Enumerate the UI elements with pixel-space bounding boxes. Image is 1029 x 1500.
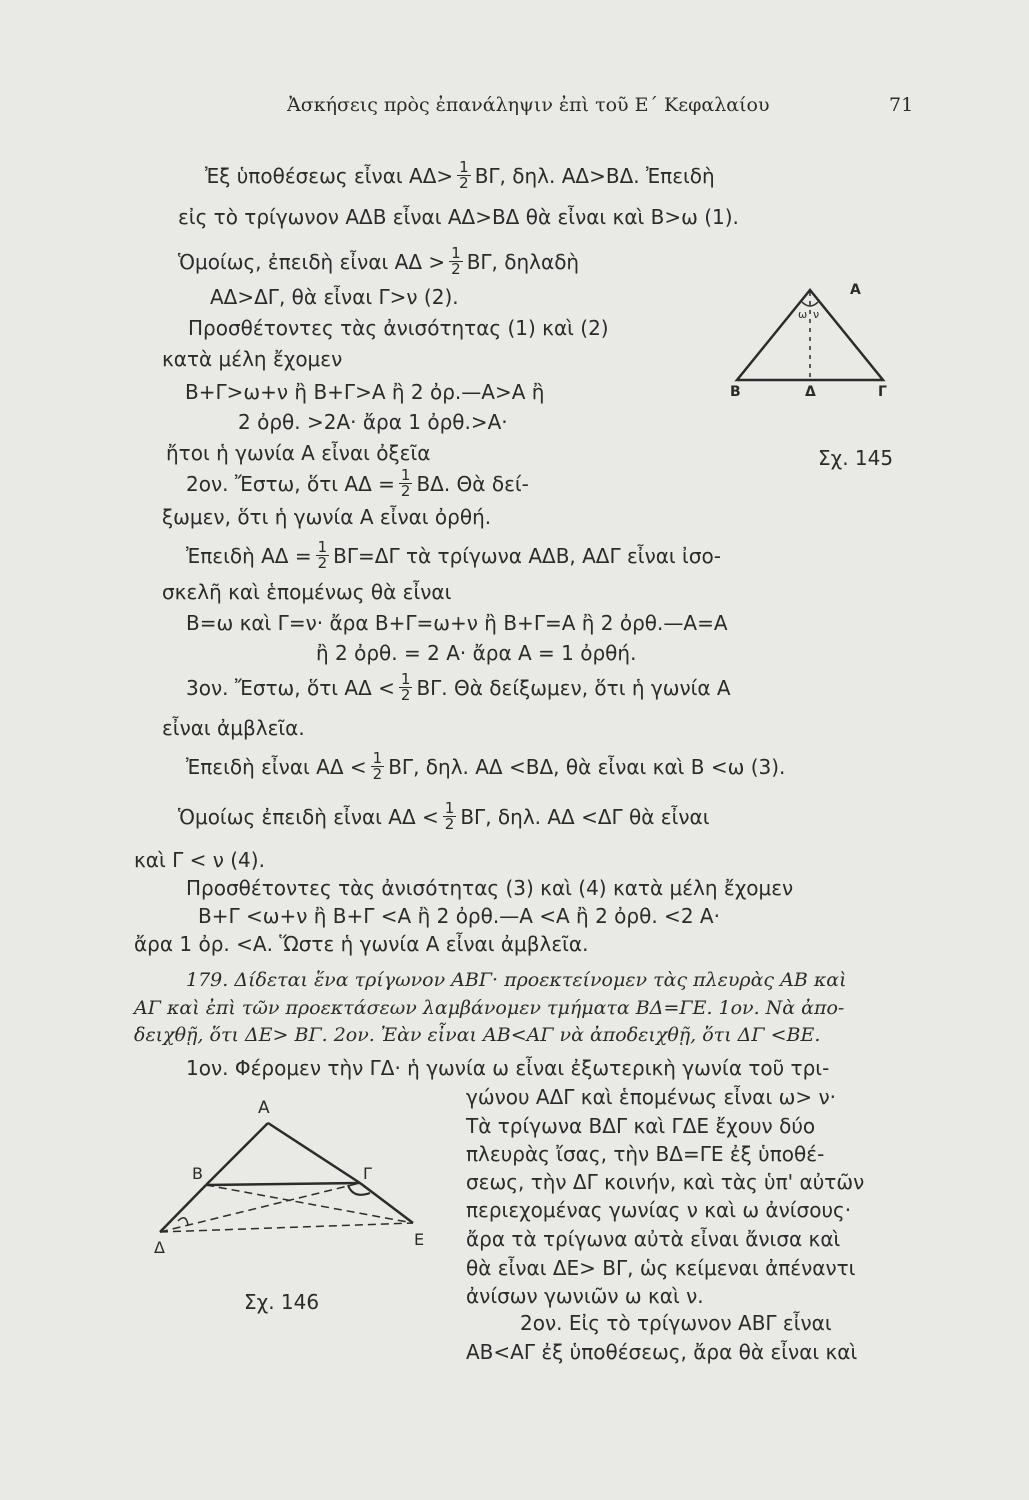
text-line: ἄρα τὰ τρίγωνα αὐτὰ εἶναι ἄνισα καὶ bbox=[466, 1227, 841, 1251]
running-header: Ἀσκήσεις πρὸς ἐπανάληψιν ἐπὶ τοῦ Ε΄ Κεφαλαίου bbox=[287, 94, 770, 116]
label-g: Γ bbox=[878, 384, 887, 400]
extension-bd bbox=[160, 1185, 206, 1232]
text-line: ἄρα 1 ὀρ. <Α. Ὥστε ἡ γωνία Α εἶναι ἀμβλεῖα. bbox=[134, 932, 589, 956]
text-line: ΑΔ>ΔΓ, θὰ εἶναι Γ>ν (2). bbox=[210, 285, 459, 309]
exercise-statement: ΑΓ καὶ ἐπὶ τῶν προεκτάσεων λαμβάνομεν τμήματα ΒΔ=ΓΕ. 1ον. Νὰ ἀπο- bbox=[134, 997, 845, 1019]
side-ag bbox=[268, 1123, 360, 1183]
fraction-half: $\frac{1}{2}$ bbox=[400, 466, 411, 500]
text-line: Ὁμοίως ἐπειδὴ εἶναι ΑΔ < $\frac{1}{2}$ ΒΓ, δηλ. ΑΔ <ΔΓ θὰ εἶναι bbox=[178, 799, 710, 833]
text-line: Β+Γ>ω+ν ἢ Β+Γ>Α ἢ 2 ὀρ.—Α>Α ἢ bbox=[185, 380, 545, 404]
text-line: ἢ 2 ὀρθ. = 2 Α· ἄρα Α = 1 ὀρθή. bbox=[316, 641, 637, 665]
text-line: 2ον. Εἰς τὸ τρίγωνον ΑΒΓ εἶναι bbox=[520, 1311, 832, 1335]
label-a: Α bbox=[850, 282, 861, 298]
side-bg bbox=[206, 1183, 360, 1185]
text-line: Ἐπειδὴ εἶναι ΑΔ < $\frac{1}{2}$ ΒΓ, δηλ. ΑΔ <ΒΔ, θὰ εἶναι καὶ Β <ω (3). bbox=[186, 749, 786, 783]
text-line: θὰ εἶναι ΔΕ> ΒΓ, ὡς κείμεναι ἀπέναντι bbox=[466, 1256, 856, 1280]
page-number: 71 bbox=[889, 94, 914, 116]
text-line: Ἐξ ὑποθέσεως εἶναι ΑΔ> $\frac{1}{2}$ ΒΓ, δηλ. ΑΔ>ΒΔ. Ἐπειδὴ bbox=[205, 158, 715, 192]
text-line: πλευρὰς ἴσας, τὴν ΒΔ=ΓΕ ἐξ ὑποθέ- bbox=[466, 1142, 825, 1166]
segment-de bbox=[160, 1223, 413, 1232]
text-line: 2ον. Ἔστω, ὅτι ΑΔ = $\frac{1}{2}$ ΒΔ. Θὰ δεί- bbox=[186, 466, 529, 500]
fraction-half: $\frac{1}{2}$ bbox=[400, 670, 411, 704]
text-line: ξωμεν, ὅτι ἡ γωνία Α εἶναι ὀρθή. bbox=[162, 505, 492, 529]
fraction-half: $\frac{1}{2}$ bbox=[444, 799, 455, 833]
label-a: Α bbox=[258, 1098, 270, 1118]
label-b: Β bbox=[192, 1164, 203, 1183]
fraction-half: $\frac{1}{2}$ bbox=[317, 538, 328, 572]
side-ab bbox=[206, 1123, 268, 1185]
text-line: Προσθέτοντες τὰς ἀνισότητας (1) καὶ (2) bbox=[188, 316, 609, 340]
extension-ge bbox=[360, 1183, 413, 1223]
figure-146-diagram bbox=[148, 1095, 433, 1265]
text-line: καὶ Γ < ν (4). bbox=[134, 848, 265, 872]
text-line: Β+Γ <ω+ν ἢ Β+Γ <Α ἢ 2 ὀρθ.—Α <Α ἢ 2 ὀρθ. <2 Α· bbox=[198, 904, 720, 928]
text-line: Τὰ τρίγωνα ΒΔΓ καὶ ΓΔΕ ἔχουν δύο bbox=[466, 1114, 816, 1138]
text-line: σκελῆ καὶ ἑπομένως θὰ εἶναι bbox=[162, 580, 452, 604]
label-g: Γ bbox=[363, 1164, 372, 1183]
figure-145-diagram bbox=[725, 280, 895, 400]
label-omega: ω bbox=[798, 308, 808, 321]
text-line: 2 ὀρθ. >2Α· ἄρα 1 ὀρθ.>Α· bbox=[238, 410, 508, 434]
segment-dg bbox=[160, 1183, 360, 1232]
label-e: Ε bbox=[414, 1230, 425, 1249]
text-line: εἰς τὸ τρίγωνον ΑΔΒ εἶναι ΑΔ>ΒΔ θὰ εἶναι καὶ Β>ω (1). bbox=[178, 205, 739, 229]
text-line: σεως, τὴν ΔΓ κοινήν, καὶ τὰς ὑπ' αὐτῶν bbox=[466, 1170, 865, 1194]
fraction-half: $\frac{1}{2}$ bbox=[451, 244, 461, 278]
label-d: Δ bbox=[154, 1238, 165, 1257]
text-line: Ὁμοίως, ἐπειδὴ εἶναι ΑΔ > $\frac{1}{2}$ ΒΓ, δηλαδὴ bbox=[178, 244, 580, 278]
text-line: περιεχομένας γωνίας ν καὶ ω ἀνίσους· bbox=[466, 1198, 852, 1222]
text-line: κατὰ μέλη ἔχομεν bbox=[162, 347, 343, 371]
figure-145-caption: Σχ. 145 bbox=[818, 446, 894, 470]
fraction-half: $\frac{1}{2}$ bbox=[372, 749, 383, 783]
angle-nu-arc bbox=[178, 1218, 188, 1225]
label-d: Δ bbox=[805, 384, 816, 400]
fraction-half: $\frac{1}{2}$ bbox=[459, 158, 469, 192]
angle-omega-arc bbox=[348, 1185, 370, 1195]
text-line: Προσθέτοντες τὰς ἀνισότητας (3) καὶ (4) κατὰ μέλη ἔχομεν bbox=[186, 876, 794, 900]
text-line: εἶναι ἀμβλεῖα. bbox=[162, 716, 305, 740]
text-line: 1ον. Φέρομεν τὴν ΓΔ· ἡ γωνία ω εἶναι ἐξωτερικὴ γωνία τοῦ τρι- bbox=[186, 1056, 830, 1080]
exercise-statement: δειχθῇ, ὅτι ΔΕ> ΒΓ. 2ον. Ἐὰν εἶναι ΑΒ<ΑΓ νὰ ἀποδειχθῇ, ὅτι ΔΓ <ΒΕ. bbox=[134, 1024, 821, 1046]
text-line: γώνου ΑΔΓ καὶ ἑπομένως εἶναι ω> ν· bbox=[466, 1085, 836, 1109]
text-line: ἤτοι ἡ γωνία Α εἶναι ὀξεῖα bbox=[166, 441, 431, 465]
segment-be bbox=[206, 1185, 413, 1223]
text-line: Ἐπειδὴ ΑΔ = $\frac{1}{2}$ ΒΓ=ΔΓ τὰ τρίγωνα ΑΔΒ, ΑΔΓ εἶναι ἰσο- bbox=[186, 538, 721, 572]
label-nu: ν bbox=[813, 308, 820, 321]
label-b: Β bbox=[730, 384, 741, 400]
text-line: ΑΒ<ΑΓ ἐξ ὑποθέσεως, ἄρα θὰ εἶναι καὶ bbox=[466, 1340, 858, 1364]
exercise-statement: 179. Δίδεται ἕνα τρίγωνον ΑΒΓ· προεκτείνομεν τὰς πλευρὰς ΑΒ καὶ bbox=[186, 969, 847, 991]
text-line: Β=ω καὶ Γ=ν· ἄρα Β+Γ=ω+ν ἢ Β+Γ=Α ἢ 2 ὀρθ.—Α=Α bbox=[186, 611, 728, 635]
text-line: 3ον. Ἔστω, ὅτι ΑΔ < $\frac{1}{2}$ ΒΓ. Θὰ δείξωμεν, ὅτι ἡ γωνία Α bbox=[186, 670, 731, 704]
text-line: ἀνίσων γωνιῶν ω καὶ ν. bbox=[466, 1284, 704, 1308]
figure-146-caption: Σχ. 146 bbox=[244, 1290, 320, 1314]
